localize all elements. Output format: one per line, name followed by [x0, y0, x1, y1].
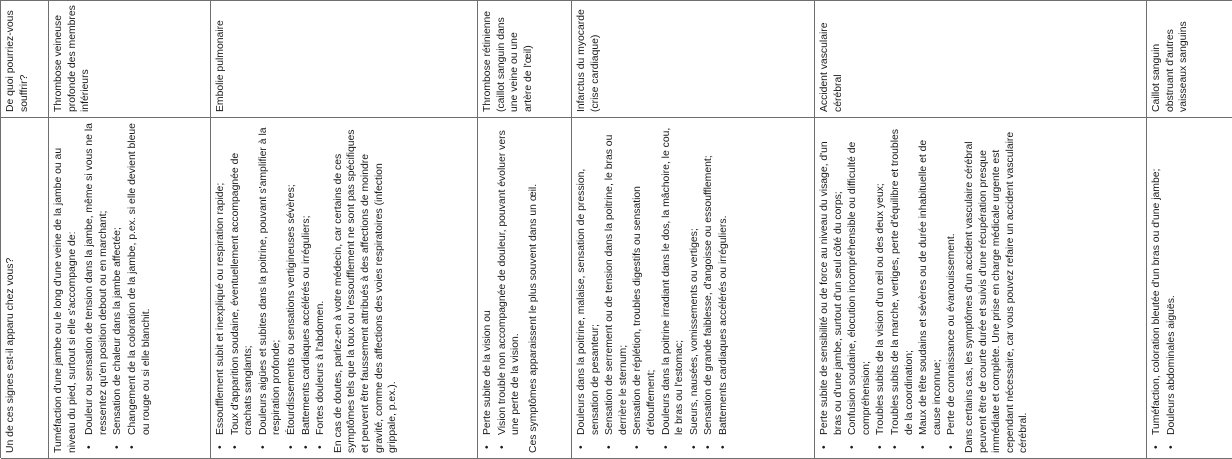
symptom-item: • Toux d'apparition soudaine, éventuellement accompagnée de crachats sanglants; [229, 122, 256, 435]
symptom-item: • Battements cardiaques accélérés ou irréguliers. [717, 122, 731, 435]
header-thrombose-retinienne-text: Thrombose rétinienne (caillot sanguin dans une veine ou une artère de l'œil) [482, 10, 534, 112]
header-thrombose-veineuse-text: Thrombose veineuse profonde des membres inférieurs [53, 5, 92, 112]
symptom-item: • Perte de connaissance ou évanouissement. [945, 122, 959, 435]
caillot-content [1147, 118, 1232, 458]
caillot-list [1150, 122, 1178, 453]
symptom-item: • Troubles subits de la vision d'un œil ou des deux yeux; [874, 122, 888, 435]
infarctus-content [572, 118, 814, 458]
thrombose-veineuse-content [49, 118, 210, 458]
embolie-content [211, 118, 477, 458]
symptom-item: • Sensation de serrement ou de tension dans la poitrine, le bras ou derrière le sternum; [603, 122, 630, 435]
header-thrombose-retinienne-cell [478, 1, 572, 118]
thrombose-veineuse-intro: Tuméfaction d'une jambe ou le long d'une veine de la jambe ou au niveau du pied, surtout si elle s'accompagne de: [53, 147, 78, 453]
thrombose-retinienne-content [478, 118, 571, 458]
infarctus-cell [572, 118, 815, 459]
symptom-item: • Douleurs dans la poitrine, malaise, sensation de pression, sensation de pesanteur; [575, 122, 602, 435]
header-infarctus-cell [572, 1, 815, 118]
thrombose-retinienne-cell [478, 118, 572, 459]
header-question-cell [1, 1, 49, 118]
symptom-item: • Troubles subits de la marche, vertiges, perte d'équilibre et troubles de la coordination; [889, 122, 916, 435]
symptom-item: • Battements cardiaques accélérés ou irréguliers; [300, 122, 314, 435]
embolie-note: En cas de doutes, parlez-en à votre médecin, car certains de ces symptômes tels que la toux ou l'essoufflement ne sont pas spécifiques et peuvent être faussement attribués à des affections de moindre gravité, comme des affections des voies respiratoires (infection grippale, p.ex.). [332, 129, 399, 453]
thrombose-veineuse-cell [49, 118, 211, 459]
symptom-item: • Confusion soudaine, élocution incompréhensible ou difficulté de compréhension; [846, 122, 873, 435]
header-embolie-cell [211, 1, 478, 118]
symptom-item: • Changement de la coloration de la jambe, p.ex. si elle devient bleue ou rouge ou si elle blanchit. [126, 122, 153, 435]
thrombose-veineuse-list [83, 122, 153, 453]
avc-list [818, 122, 959, 453]
symptom-item: • Douleurs abdominales aiguës. [1165, 122, 1179, 435]
header-embolie-text: Embolie pulmonaire [215, 20, 226, 112]
avc-cell [815, 118, 1147, 459]
question-cell [1, 118, 49, 459]
question-text: Un de ces signes est-il apparu chez vous? [5, 257, 16, 453]
symptom-item: • Maux de tête soudains et sévères ou de durée inhabituelle et de cause inconnue; [917, 122, 944, 435]
header-caillot-text: Caillot sanguin obstruant d'autres vaisseaux sanguins [1151, 21, 1190, 112]
embolie-list [214, 122, 328, 453]
symptom-item: • Sensation de réplétion, troubles digestifs ou sensation d'étouffement; [631, 122, 658, 435]
symptom-item: • Vision trouble non accompagnée de douleur, pouvant évoluer vers une perte de la vision. [496, 122, 523, 435]
embolie-cell [211, 118, 478, 459]
symptom-item: • Essoufflement subit et inexpliqué ou respiration rapide; [214, 122, 228, 435]
header-avc-text: Accident vasculaire cérébral [819, 22, 844, 112]
avc-content [815, 118, 1146, 458]
symptom-item: • Perte subite de la vision ou [481, 122, 495, 435]
caillot-cell [1147, 118, 1232, 459]
symptom-item: • Étourdissements ou sensations vertigineuses sévères; [285, 122, 299, 435]
symptom-item: • Perte subite de sensibilité ou de force au niveau du visage, d'un bras ou d'une jambe, surtout d'un seul côté du corps; [818, 122, 845, 435]
header-thrombose-veineuse-cell [49, 1, 211, 118]
symptom-item: • Sensation de chaleur dans la jambe affectée; [111, 122, 125, 435]
header-avc-cell [815, 1, 1147, 118]
symptom-item: • Tuméfaction, coloration bleutée d'un bras ou d'une jambe; [1150, 122, 1164, 435]
symptom-item: • Fortes douleurs à l'abdomen. [314, 122, 328, 435]
thrombose-retinienne-note: Ces symptômes apparaissent le plus souvent dans un œil. [527, 183, 539, 453]
header-question-text: De quoi pourriez-vous souffrir? [5, 10, 30, 112]
symptom-item: • Sueurs, nausées, vomissements ou vertiges; [688, 122, 702, 435]
header-infarctus-text: Infarctus du myocarde (crise cardiaque) [576, 9, 601, 112]
avc-note: Dans certains cas, les symptômes d'un accident vasculaire cérébral peuvent être de courte durée et suivis d'une récupération presque immédiate et complète. Une prise en charge médicale urgente est cependant nécessaire, car vous pouvez refaire un accident vasculaire cérébral. [963, 131, 1030, 453]
thrombose-retinienne-list [481, 122, 523, 453]
symptom-item: • Douleurs aigües et subites dans la poitrine, pouvant s'amplifier à la respiration profonde; [257, 122, 284, 435]
infarctus-list [575, 122, 731, 453]
symptom-item: • Douleurs dans la poitrine irradiant dans le dos, la mâchoire, le cou, le bras ou l'estomac; [660, 122, 687, 435]
symptom-item: • Douleur ou sensation de tension dans la jambe, même si vous ne la ressentez qu'en position debout ou en marchant; [83, 122, 110, 435]
symptom-item: • Sensation de grande faiblesse, d'angoisse ou essoufflement; [702, 122, 716, 435]
header-caillot-cell [1147, 1, 1232, 118]
